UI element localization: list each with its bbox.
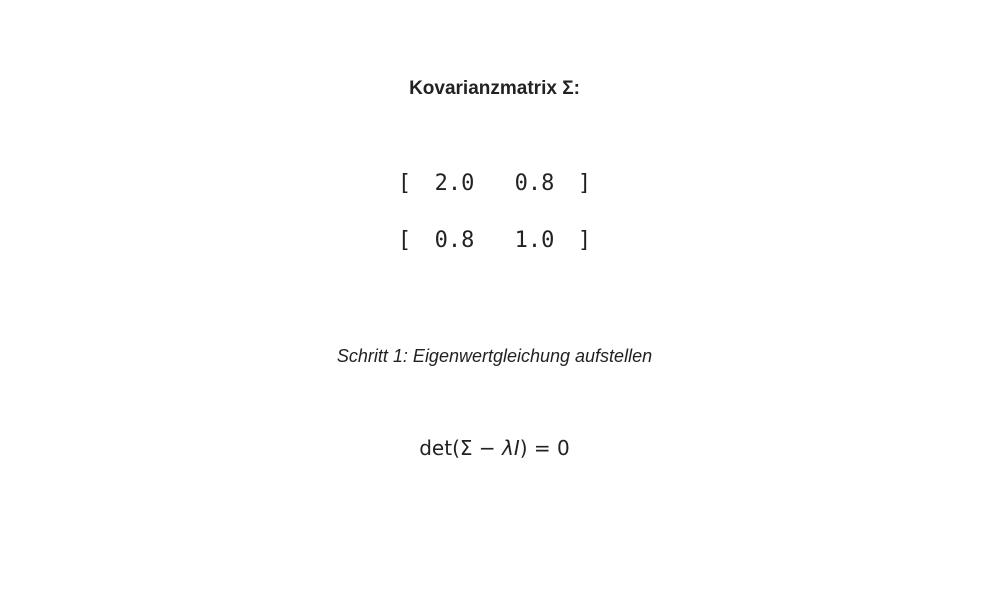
matrix-cell: 2.0 [434,171,475,196]
equation-identity: I [513,436,520,460]
equation-suffix: ) = 0 [519,436,570,460]
matrix-title: Kovarianzmatrix Σ: [409,78,580,99]
step-heading: Schritt 1: Eigenwertgleichung aufstellen [336,346,653,366]
matrix-close-bracket: ] [577,228,592,253]
matrix-open-bracket: [ [397,228,412,253]
eigenvalue-equation [0,435,989,461]
matrix-close-bracket: ] [577,171,592,196]
matrix-cell: 1.0 [514,228,555,253]
matrix-open-bracket: [ [397,171,412,196]
equation-lambda: λ [502,436,514,460]
equation-prefix: det(Σ − [419,436,502,460]
matrix-row [0,170,989,198]
matrix-row [0,227,989,255]
matrix-cell: 0.8 [434,228,475,253]
matrix-cell: 0.8 [514,171,555,196]
